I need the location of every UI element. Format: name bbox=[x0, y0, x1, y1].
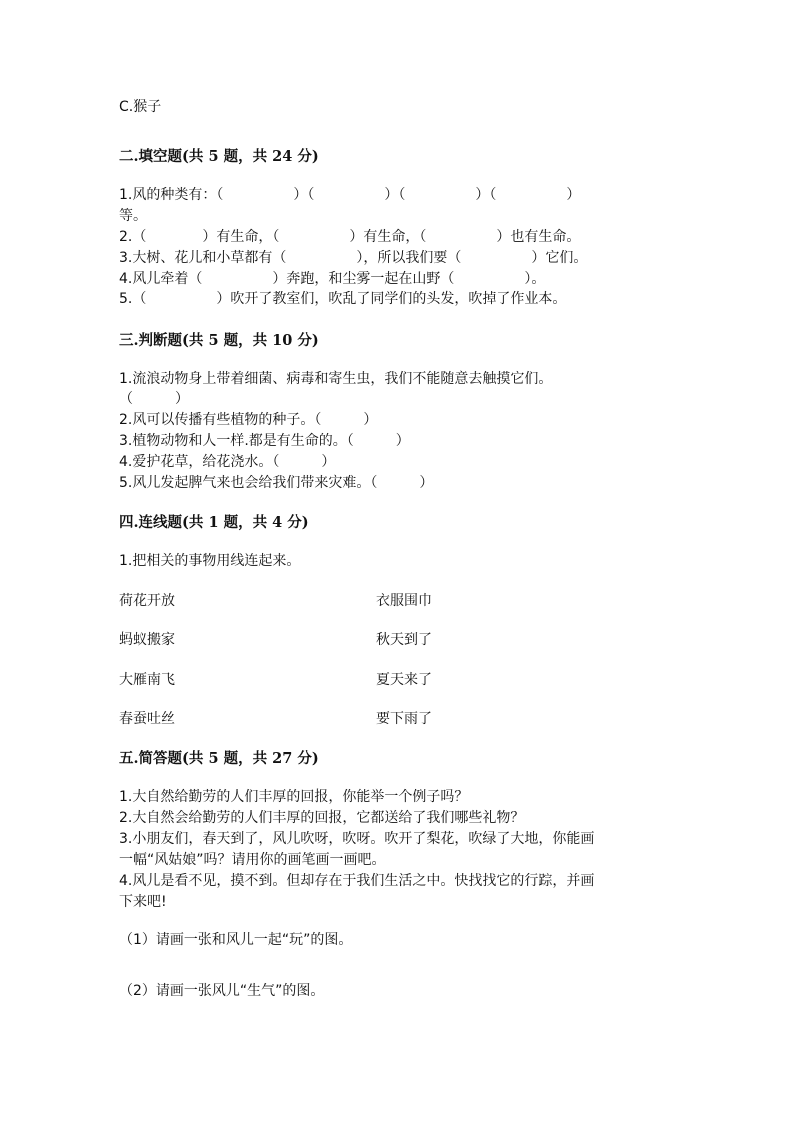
match-left-item: 荷花开放 bbox=[119, 593, 175, 609]
section-heading-short-answer: 五.简答题(共 5 题，共 27 分) bbox=[119, 750, 319, 767]
question-text: 等。 bbox=[119, 208, 147, 224]
match-right-item: 要下雨了 bbox=[376, 711, 432, 727]
section-heading-true-false: 三.判断题(共 5 题，共 10 分) bbox=[119, 332, 319, 349]
option-c: C.猴子 bbox=[119, 99, 162, 115]
question-text: 2.风可以传播有些植物的种子。（ ） bbox=[119, 412, 378, 428]
match-right-item: 秋天到了 bbox=[376, 632, 432, 648]
match-right-item: 夏天来了 bbox=[376, 672, 432, 688]
question-text: 1.风的种类有：（ ）（ ）（ ）（ ） bbox=[119, 187, 581, 203]
question-text: 5.风儿发起脾气来也会给我们带来灾难。（ ） bbox=[119, 475, 434, 491]
question-text: 2.大自然会给勤劳的人们丰厚的回报，它都送给了我们哪些礼物？ bbox=[119, 810, 525, 826]
question-text: 2.（ ）有生命，（ ）有生命，（ ）也有生命。 bbox=[119, 229, 581, 245]
question-text: 1.大自然给勤劳的人们丰厚的回报，你能举一个例子吗？ bbox=[119, 789, 469, 805]
question-text: 1.流浪动物身上带着细菌、病毒和寄生虫，我们不能随意去触摸它们。 bbox=[119, 371, 553, 387]
question-text: 下来吧! bbox=[119, 894, 167, 910]
question-text: 5.（ ）吹开了教室们，吹乱了同学们的头发，吹掉了作业本。 bbox=[119, 291, 567, 307]
match-left-item: 大雁南飞 bbox=[119, 672, 175, 688]
match-left-item: 蚂蚁搬家 bbox=[119, 632, 175, 648]
match-right-item: 衣服围巾 bbox=[376, 593, 432, 609]
question-text: 4.风儿牵着（ ）奔跑，和尘雾一起在山野（ ）。 bbox=[119, 271, 546, 287]
sub-question-text: （1）请画一张和风儿一起“玩”的图。 bbox=[119, 932, 353, 948]
question-text: 3.大树、花儿和小草都有（ ），所以我们要（ ）它们。 bbox=[119, 250, 588, 266]
section-heading-fill-blank: 二.填空题(共 5 题，共 24 分) bbox=[119, 148, 319, 165]
match-left-item: 春蚕吐丝 bbox=[119, 711, 175, 727]
question-text: 4.爱护花草，给花浇水。（ ） bbox=[119, 454, 336, 470]
question-text: （ ） bbox=[119, 391, 189, 407]
question-text: 一幅“风姑娘”吗？请用你的画笔画一画吧。 bbox=[119, 852, 386, 868]
question-text: 3.植物动物和人一样.都是有生命的。（ ） bbox=[119, 433, 410, 449]
question-text: 1.把相关的事物用线连起来。 bbox=[119, 553, 301, 569]
question-text: 3.小朋友们，春天到了，风儿吹呀，吹呀。吹开了梨花，吹绿了大地，你能画 bbox=[119, 831, 595, 847]
question-text: 4.风儿是看不见，摸不到。但却存在于我们生活之中。快找找它的行踪，并画 bbox=[119, 873, 595, 889]
sub-question-text: （2）请画一张风儿“生气”的图。 bbox=[119, 983, 325, 999]
section-heading-matching: 四.连线题(共 1 题，共 4 分) bbox=[119, 514, 309, 531]
